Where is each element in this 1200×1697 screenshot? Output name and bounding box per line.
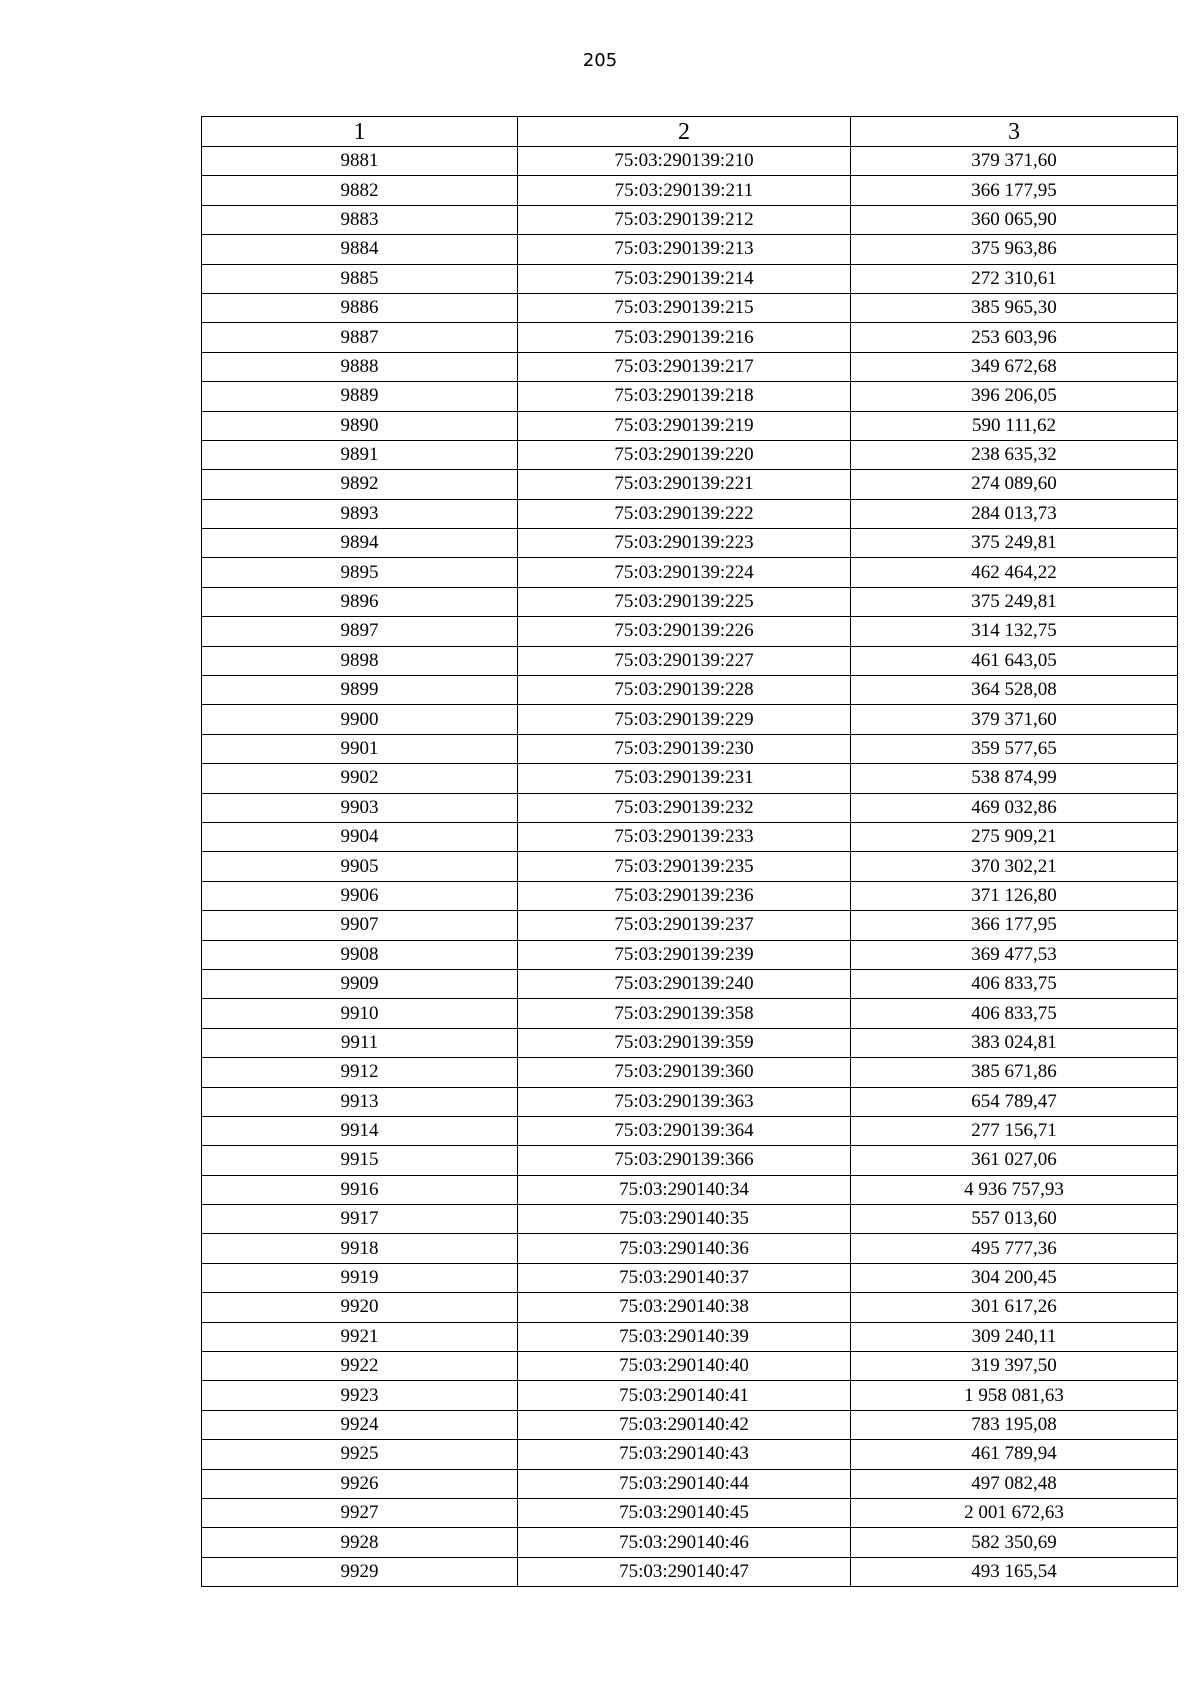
cadastral-value-cell: 375 963,86: [851, 235, 1178, 264]
row-number-cell: 9904: [202, 822, 518, 851]
table-row: [202, 793, 1178, 822]
row-number-cell: 9900: [202, 705, 518, 734]
cadastral-number-cell: 75:03:290139:363: [518, 1087, 851, 1116]
cadastral-value-cell: 284 013,73: [851, 499, 1178, 528]
cadastral-number-cell: 75:03:290140:39: [518, 1322, 851, 1351]
table-row: [202, 529, 1178, 558]
cadastral-number-cell: 75:03:290140:36: [518, 1234, 851, 1263]
cadastral-number-cell: 75:03:290139:218: [518, 382, 851, 411]
cadastral-value-cell: 462 464,22: [851, 558, 1178, 587]
table-row: [202, 1205, 1178, 1234]
cadastral-value-cell: 385 965,30: [851, 293, 1178, 322]
table-row: [202, 205, 1178, 234]
row-number-cell: 9910: [202, 999, 518, 1028]
cadastral-value-cell: 238 635,32: [851, 440, 1178, 469]
row-number-cell: 9905: [202, 852, 518, 881]
cadastral-value-cell: 314 132,75: [851, 617, 1178, 646]
column-header-1: 1: [202, 117, 518, 147]
row-number-cell: 9925: [202, 1440, 518, 1469]
row-number-cell: 9884: [202, 235, 518, 264]
cadastral-value-cell: 366 177,95: [851, 176, 1178, 205]
column-header-3: 3: [851, 117, 1178, 147]
cadastral-value-cell: 396 206,05: [851, 382, 1178, 411]
table-row: [202, 235, 1178, 264]
table-row: [202, 1293, 1178, 1322]
row-number-cell: 9903: [202, 793, 518, 822]
table-row: [202, 1557, 1178, 1586]
cadastral-value-cell: 469 032,86: [851, 793, 1178, 822]
table-row: [202, 617, 1178, 646]
row-number-cell: 9886: [202, 293, 518, 322]
table-row: [202, 852, 1178, 881]
row-number-cell: 9895: [202, 558, 518, 587]
cadastral-number-cell: 75:03:290139:240: [518, 969, 851, 998]
row-number-cell: 9901: [202, 734, 518, 763]
row-number-cell: 9924: [202, 1410, 518, 1439]
table-row: [202, 382, 1178, 411]
table-row: [202, 1058, 1178, 1087]
row-number-cell: 9906: [202, 881, 518, 910]
row-number-cell: 9919: [202, 1263, 518, 1292]
row-number-cell: 9889: [202, 382, 518, 411]
cadastral-value-cell: 383 024,81: [851, 1028, 1178, 1057]
table-row: [202, 1087, 1178, 1116]
table-row: [202, 1498, 1178, 1527]
cadastral-number-cell: 75:03:290139:217: [518, 352, 851, 381]
cadastral-value-cell: 654 789,47: [851, 1087, 1178, 1116]
cadastral-value-cell: 371 126,80: [851, 881, 1178, 910]
cadastral-number-cell: 75:03:290139:228: [518, 676, 851, 705]
cadastral-number-cell: 75:03:290139:212: [518, 205, 851, 234]
cadastral-number-cell: 75:03:290139:219: [518, 411, 851, 440]
cadastral-value-cell: 493 165,54: [851, 1557, 1178, 1586]
cadastral-value-cell: 274 089,60: [851, 470, 1178, 499]
cadastral-number-cell: 75:03:290139:239: [518, 940, 851, 969]
cadastral-number-cell: 75:03:290139:211: [518, 176, 851, 205]
table-row: [202, 587, 1178, 616]
row-number-cell: 9929: [202, 1557, 518, 1586]
cadastral-number-cell: 75:03:290140:35: [518, 1205, 851, 1234]
row-number-cell: 9887: [202, 323, 518, 352]
cadastral-value-cell: 461 789,94: [851, 1440, 1178, 1469]
cadastral-value-cell: 2 001 672,63: [851, 1498, 1178, 1527]
table-row: [202, 911, 1178, 940]
row-number-cell: 9917: [202, 1205, 518, 1234]
cadastral-value-cell: 538 874,99: [851, 764, 1178, 793]
row-number-cell: 9923: [202, 1381, 518, 1410]
row-number-cell: 9911: [202, 1028, 518, 1057]
table-row: [202, 1410, 1178, 1439]
cadastral-number-cell: 75:03:290139:229: [518, 705, 851, 734]
row-number-cell: 9916: [202, 1175, 518, 1204]
cadastral-number-cell: 75:03:290139:224: [518, 558, 851, 587]
table-row: [202, 470, 1178, 499]
cadastral-number-cell: 75:03:290139:366: [518, 1146, 851, 1175]
row-number-cell: 9927: [202, 1498, 518, 1527]
cadastral-value-cell: 385 671,86: [851, 1058, 1178, 1087]
table-row: [202, 705, 1178, 734]
row-number-cell: 9902: [202, 764, 518, 793]
cadastral-number-cell: 75:03:290139:235: [518, 852, 851, 881]
cadastral-number-cell: 75:03:290139:227: [518, 646, 851, 675]
row-number-cell: 9920: [202, 1293, 518, 1322]
table-row: [202, 1440, 1178, 1469]
row-number-cell: 9907: [202, 911, 518, 940]
row-number-cell: 9909: [202, 969, 518, 998]
cadastral-number-cell: 75:03:290139:220: [518, 440, 851, 469]
cadastral-value-cell: 461 643,05: [851, 646, 1178, 675]
table-row: [202, 176, 1178, 205]
table-row: [202, 1469, 1178, 1498]
row-number-cell: 9928: [202, 1528, 518, 1557]
cadastral-number-cell: 75:03:290139:222: [518, 499, 851, 528]
cadastral-number-cell: 75:03:290139:225: [518, 587, 851, 616]
cadastral-value-cell: 370 302,21: [851, 852, 1178, 881]
table-row: [202, 352, 1178, 381]
cadastral-number-cell: 75:03:290139:223: [518, 529, 851, 558]
row-number-cell: 9908: [202, 940, 518, 969]
table-row: [202, 999, 1178, 1028]
row-number-cell: 9893: [202, 499, 518, 528]
table-body: [202, 117, 1178, 1587]
cadastral-number-cell: 75:03:290140:40: [518, 1352, 851, 1381]
cadastral-number-cell: 75:03:290139:358: [518, 999, 851, 1028]
row-number-cell: 9888: [202, 352, 518, 381]
cadastral-value-cell: 375 249,81: [851, 587, 1178, 616]
cadastral-value-cell: 360 065,90: [851, 205, 1178, 234]
cadastral-number-cell: 75:03:290139:214: [518, 264, 851, 293]
cadastral-number-cell: 75:03:290140:38: [518, 1293, 851, 1322]
cadastral-number-cell: 75:03:290139:359: [518, 1028, 851, 1057]
row-number-cell: 9899: [202, 676, 518, 705]
row-number-cell: 9898: [202, 646, 518, 675]
table-row: [202, 1028, 1178, 1057]
row-number-cell: 9926: [202, 1469, 518, 1498]
table-row: [202, 969, 1178, 998]
cadastral-value-cell: 364 528,08: [851, 676, 1178, 705]
table-row: [202, 1146, 1178, 1175]
table-row: [202, 1352, 1178, 1381]
cadastral-value-cell: 406 833,75: [851, 999, 1178, 1028]
table-row: [202, 1528, 1178, 1557]
cadastral-value-cell: 319 397,50: [851, 1352, 1178, 1381]
cadastral-number-cell: 75:03:290140:46: [518, 1528, 851, 1557]
cadastral-value-cell: 375 249,81: [851, 529, 1178, 558]
row-number-cell: 9881: [202, 147, 518, 176]
cadastral-number-cell: 75:03:290139:364: [518, 1116, 851, 1145]
cadastral-number-cell: 75:03:290139:230: [518, 734, 851, 763]
row-number-cell: 9894: [202, 529, 518, 558]
cadastral-number-cell: 75:03:290140:37: [518, 1263, 851, 1292]
cadastral-value-cell: 253 603,96: [851, 323, 1178, 352]
cadastral-value-cell: 379 371,60: [851, 147, 1178, 176]
cadastral-value-cell: 4 936 757,93: [851, 1175, 1178, 1204]
cadastral-number-cell: 75:03:290139:236: [518, 881, 851, 910]
table-row: [202, 264, 1178, 293]
cadastral-value-cell: 359 577,65: [851, 734, 1178, 763]
cadastral-value-cell: 495 777,36: [851, 1234, 1178, 1263]
cadastral-value-cell: 366 177,95: [851, 911, 1178, 940]
table-row: [202, 881, 1178, 910]
cadastral-value-cell: 497 082,48: [851, 1469, 1178, 1498]
table-row: [202, 499, 1178, 528]
cadastral-number-cell: 75:03:290140:47: [518, 1557, 851, 1586]
table-row: [202, 734, 1178, 763]
cadastral-value-cell: 301 617,26: [851, 1293, 1178, 1322]
row-number-cell: 9912: [202, 1058, 518, 1087]
cadastral-number-cell: 75:03:290139:216: [518, 323, 851, 352]
row-number-cell: 9883: [202, 205, 518, 234]
cadastral-value-cell: 304 200,45: [851, 1263, 1178, 1292]
table-row: [202, 558, 1178, 587]
table-row: [202, 1263, 1178, 1292]
cadastral-value-cell: 361 027,06: [851, 1146, 1178, 1175]
cadastral-number-cell: 75:03:290139:210: [518, 147, 851, 176]
cadastral-number-cell: 75:03:290139:226: [518, 617, 851, 646]
row-number-cell: 9913: [202, 1087, 518, 1116]
cadastral-number-cell: 75:03:290139:215: [518, 293, 851, 322]
table-row: [202, 411, 1178, 440]
cadastral-value-table: [201, 116, 1178, 1587]
row-number-cell: 9892: [202, 470, 518, 499]
table-row: [202, 1322, 1178, 1351]
table-row: [202, 764, 1178, 793]
cadastral-value-cell: 582 350,69: [851, 1528, 1178, 1557]
row-number-cell: 9914: [202, 1116, 518, 1145]
cadastral-number-cell: 75:03:290140:43: [518, 1440, 851, 1469]
row-number-cell: 9897: [202, 617, 518, 646]
cadastral-number-cell: 75:03:290139:221: [518, 470, 851, 499]
row-number-cell: 9885: [202, 264, 518, 293]
cadastral-number-cell: 75:03:290139:213: [518, 235, 851, 264]
cadastral-value-cell: 272 310,61: [851, 264, 1178, 293]
cadastral-number-cell: 75:03:290139:232: [518, 793, 851, 822]
table-row: [202, 1381, 1178, 1410]
cadastral-value-cell: 783 195,08: [851, 1410, 1178, 1439]
cadastral-value-cell: 406 833,75: [851, 969, 1178, 998]
cadastral-number-cell: 75:03:290139:360: [518, 1058, 851, 1087]
column-header-2: 2: [518, 117, 851, 147]
cadastral-number-cell: 75:03:290140:34: [518, 1175, 851, 1204]
table-row: [202, 293, 1178, 322]
table-row: [202, 323, 1178, 352]
cadastral-number-cell: 75:03:290140:44: [518, 1469, 851, 1498]
table-row: [202, 940, 1178, 969]
cadastral-number-cell: 75:03:290139:233: [518, 822, 851, 851]
table-row: [202, 1175, 1178, 1204]
table-row: [202, 147, 1178, 176]
row-number-cell: 9891: [202, 440, 518, 469]
cadastral-value-cell: 369 477,53: [851, 940, 1178, 969]
cadastral-number-cell: 75:03:290140:45: [518, 1498, 851, 1527]
cadastral-value-cell: 309 240,11: [851, 1322, 1178, 1351]
row-number-cell: 9882: [202, 176, 518, 205]
cadastral-value-cell: 349 672,68: [851, 352, 1178, 381]
cadastral-value-cell: 1 958 081,63: [851, 1381, 1178, 1410]
page-number: 205: [582, 50, 618, 71]
cadastral-value-cell: 277 156,71: [851, 1116, 1178, 1145]
table-header-row: [202, 117, 1178, 147]
cadastral-value-cell: 275 909,21: [851, 822, 1178, 851]
table-row: [202, 676, 1178, 705]
table-row: [202, 1234, 1178, 1263]
table-row: [202, 646, 1178, 675]
row-number-cell: 9890: [202, 411, 518, 440]
row-number-cell: 9918: [202, 1234, 518, 1263]
row-number-cell: 9922: [202, 1352, 518, 1381]
table-row: [202, 822, 1178, 851]
row-number-cell: 9896: [202, 587, 518, 616]
cadastral-number-cell: 75:03:290140:42: [518, 1410, 851, 1439]
cadastral-value-cell: 590 111,62: [851, 411, 1178, 440]
cadastral-value-cell: 557 013,60: [851, 1205, 1178, 1234]
row-number-cell: 9921: [202, 1322, 518, 1351]
cadastral-value-cell: 379 371,60: [851, 705, 1178, 734]
table-row: [202, 440, 1178, 469]
cadastral-number-cell: 75:03:290140:41: [518, 1381, 851, 1410]
table-row: [202, 1116, 1178, 1145]
cadastral-number-cell: 75:03:290139:231: [518, 764, 851, 793]
cadastral-number-cell: 75:03:290139:237: [518, 911, 851, 940]
row-number-cell: 9915: [202, 1146, 518, 1175]
